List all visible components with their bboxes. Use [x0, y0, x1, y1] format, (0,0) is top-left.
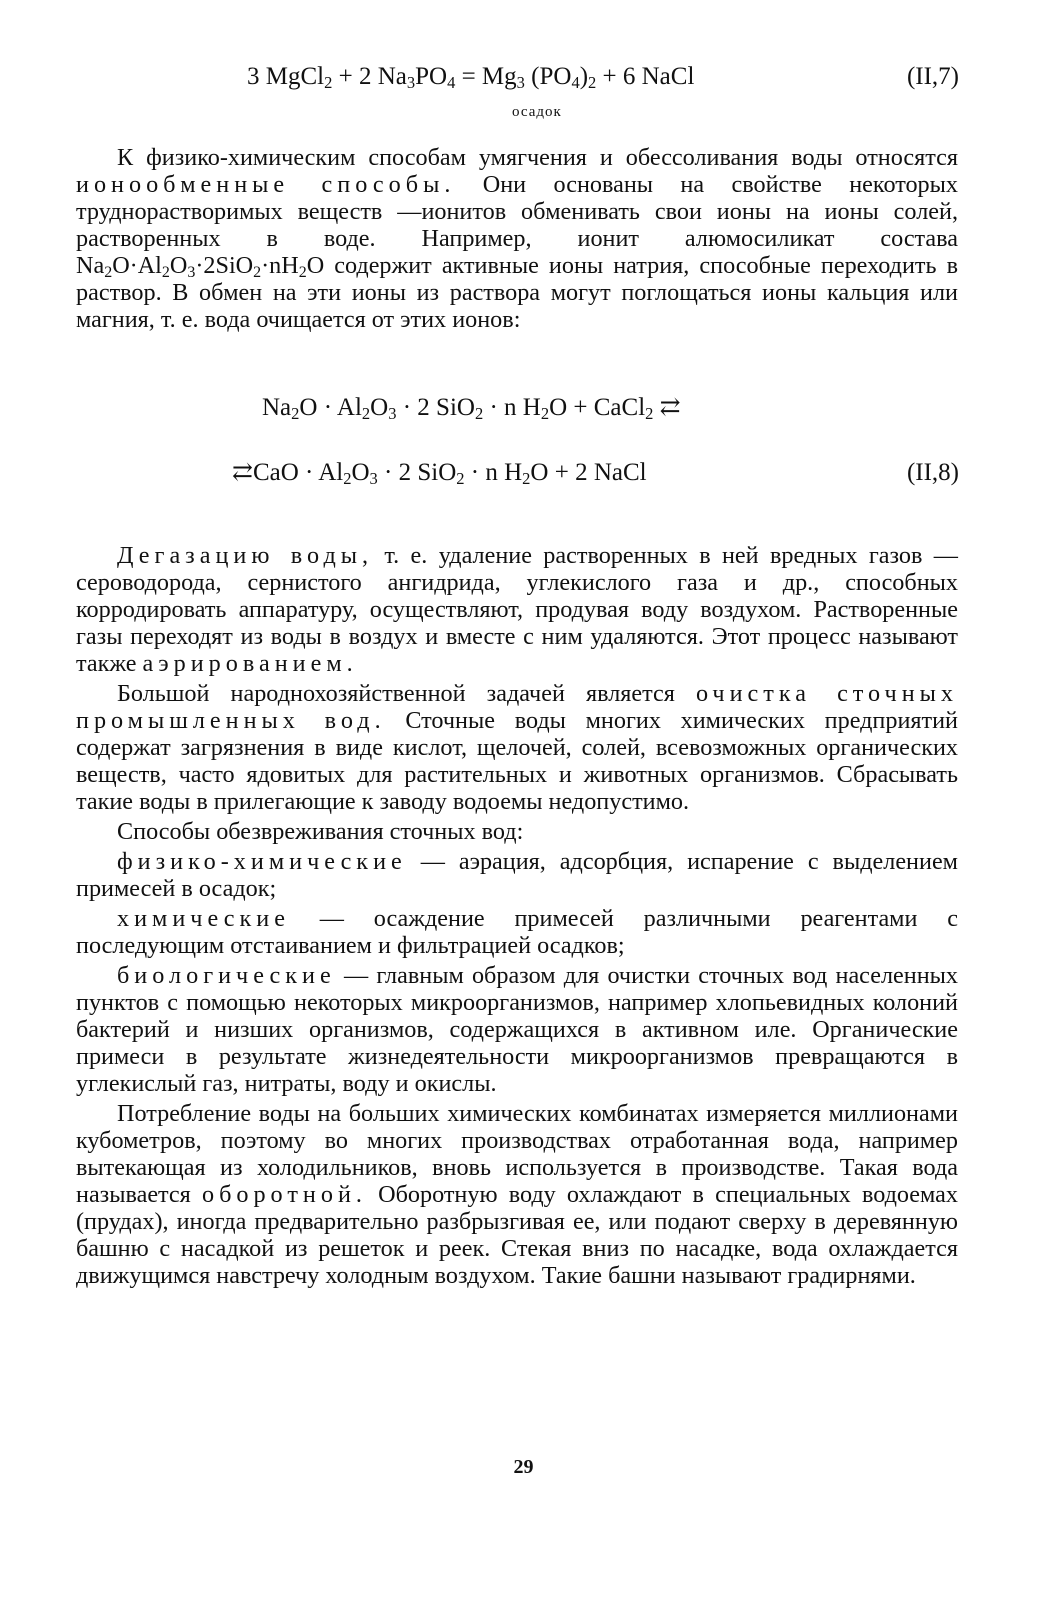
paragraph-methods-intro: Способы обезвреживания сточных вод: [117, 818, 524, 845]
paragraph-physico-chemical: физико-химические — аэрация, адсорбция, испарение с выделением примесей в осадок; [76, 848, 958, 902]
paragraph-degassing: Дегазацию воды, т. е. удаление растворенных в ней вредных газов — сероводорода, сернистого ангидрида, углекислого газа и др., способных корродировать аппаратуру, осуществляют, продувая воду воздухом. Растворенные газы переходят из воды в воздух и вместе с ним удаляются. Этот процесс называют также аэрированием. [76, 542, 958, 677]
page-number: 29 [513, 1456, 534, 1478]
equilibrium-arrow: ⇄ [653, 394, 681, 421]
equilibrium-arrow: ⇄ [232, 459, 253, 486]
equation-ii-7-formula: 3 MgCl$_2$ + 2 $Na_3PO_4 = Mg_3$ $(PO_4)_2 + 6$ NaCl [247, 63, 695, 92]
paragraph-chemical: химические — осаждение примесей различными реагентами с последующим отстаиванием и фильтрацией осадков; [76, 905, 958, 959]
equation-ii-8-formula-2: ⇄CaO · $Al_2O_3 \cdot 2$ SiO$_2$ · n $H_2O + 2$ NaCl [232, 459, 647, 488]
paragraph-ion-exchange: К физико-химическим способам умягчения и обессоливания воды относятся ионообменные способы. Они основаны на свойстве некоторых труднорастворимых веществ —ионитов обменивать свои ионы на ионы солей, растворенных в воде. Например, ионит алюмосиликат состава $Na_2O\cdot Al_2O_3\cdot 2SiO_2\cdot nH_2O$ содержит активные ионы натрия, способные переходить в раствор. В обмен на эти ионы из раствора могут поглощаться ионы кальция или магния, т. е. вода очищается от этих ионов: [76, 144, 959, 333]
paragraph-wastewater: Большой народнохозяйственной задачей является очистка сточных промышленных вод. Сточные воды многих химических предприятий содержат загрязнения в виде кислот, щелочей, солей, всевозможных органических веществ, часто ядовитых для растительных и животных организмов. Сбрасывать такие воды в прилегающие к заводу водоемы недопустимо. [76, 680, 958, 815]
text-block-2 [76, 542, 958, 1292]
precipitate-note: осадок [512, 104, 562, 120]
equation-ii-8-number: (II,8) [906, 459, 959, 486]
text-block-1 [76, 144, 958, 336]
equation-ii-8-formula-1: $Na_2O \cdot Al_2O_3 \cdot 2$ SiO$_2$ · n $H_2O$ + CaCl$_2$ ⇄ [262, 394, 681, 423]
equation-ii-7-number: (II,7) [906, 63, 959, 90]
paragraph-recycled-water: Потребление воды на больших химических комбинатах измеряется миллионами кубометров, поэтому во многих производствах отработанная вода, например вытекающая из холодильников, вновь используется в производстве. Такая вода называется оборотной. Оборотную воду охлаждают в специальных водоемах (прудах), иногда предварительно разбрызгивая ее, или подают сверху в деревянную башню с насадкой из решеток и реек. Стекая вниз по насадке, вода охлаждается движущимся навстречу холодным воздухом. Такие башни называют градирнями. [76, 1100, 959, 1289]
paragraph-biological: биологические — главным образом для очистки сточных вод населенных пунктов с помощью некоторых микроорганизмов, например хлопьевидных колоний бактерий и низших организмов, содержащихся в активном иле. Органические примеси в результате жизнедеятельности микроорганизмов превращаются в углекислый газ, нитраты, воду и окислы. [76, 962, 958, 1097]
